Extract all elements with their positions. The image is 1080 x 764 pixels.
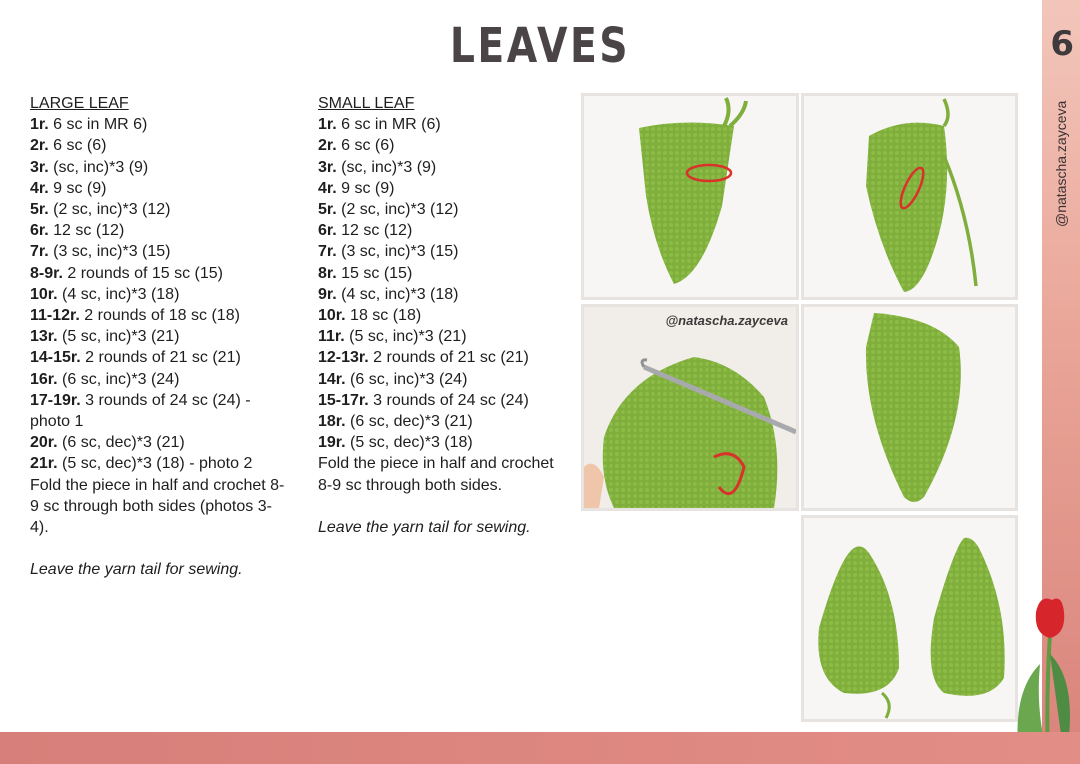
row-number: 16r. (30, 370, 58, 388)
small-leaf-fold-text: Fold the piece in half and crochet 8-9 sc through both sides. (318, 455, 554, 494)
pattern-row (30, 220, 285, 241)
large-leaf-note: Leave the yarn tail for sewing. (30, 561, 243, 579)
row-number: 6r. (30, 222, 49, 240)
row-instruction: (sc, inc)*3 (9) (48, 158, 149, 176)
row-instruction: 6 sc (6) (336, 137, 395, 155)
row-number: 5r. (318, 201, 337, 219)
row-instruction: 9 sc (9) (336, 179, 395, 197)
row-number: 3r. (318, 158, 337, 176)
row-number: 9r. (318, 285, 337, 303)
row-instruction: (6 sc, inc)*3 (24) (57, 370, 180, 388)
large-leaf-fold-text: Fold the piece in half and crochet 8-9 sc through both sides (photos 3-4). (30, 476, 285, 537)
row-number: 18r. (318, 413, 346, 431)
row-number: 6r. (318, 222, 337, 240)
row-instruction: (6 sc, dec)*3 (21) (57, 434, 185, 452)
author-handle: @natascha.zayceva (1053, 100, 1069, 228)
row-instruction: (6 sc, dec)*3 (21) (345, 413, 473, 431)
row-number: 5r. (30, 201, 49, 219)
row-number: 2r. (30, 137, 49, 155)
pattern-row (30, 390, 285, 432)
pattern-row (30, 199, 285, 220)
large-leaf-title: LARGE LEAF (30, 95, 129, 112)
row-number: 1r. (318, 116, 337, 134)
row-instruction: 12 sc (12) (336, 222, 413, 240)
row-instruction: (2 sc, inc)*3 (12) (336, 201, 459, 219)
row-instruction: (2 sc, inc)*3 (12) (48, 201, 171, 219)
row-number: 8-9r. (30, 264, 63, 282)
small-leaf-column (318, 93, 558, 538)
pattern-row (30, 135, 285, 156)
row-instruction: 18 sc (18) (345, 307, 422, 325)
row-instruction: 6 sc in MR 6) (48, 116, 148, 134)
pattern-row (318, 432, 558, 453)
pattern-row (318, 411, 558, 432)
row-instruction: 6 sc in MR (6) (336, 116, 441, 134)
row-instruction: 2 rounds of 21 sc (21) (80, 349, 241, 367)
photo-watermark: @natascha.zayceva (665, 313, 788, 328)
pattern-row (30, 263, 285, 284)
page-title: LEAVES (449, 18, 631, 74)
row-number: 1r. (30, 116, 49, 134)
row-number: 14-15r. (30, 349, 81, 367)
page-number: 6 (1050, 24, 1074, 64)
row-instruction: 2 rounds of 18 sc (18) (79, 307, 240, 325)
small-leaf-note: Leave the yarn tail for sewing. (318, 518, 531, 536)
pattern-row (318, 114, 558, 135)
row-instruction: 15 sc (15) (336, 264, 413, 282)
pattern-row (30, 432, 285, 453)
small-leaf-title: SMALL LEAF (318, 95, 415, 112)
pattern-row (318, 220, 558, 241)
pattern-row (30, 326, 285, 347)
row-instruction: (4 sc, inc)*3 (18) (336, 285, 459, 303)
photo-4-flat-leaf (801, 304, 1018, 511)
row-instruction: (3 sc, inc)*3 (15) (48, 243, 171, 261)
pattern-row (30, 284, 285, 305)
pattern-row (318, 326, 558, 347)
pattern-row (30, 157, 285, 178)
photo-5-finished-leaves (801, 515, 1018, 722)
row-number: 19r. (318, 434, 346, 452)
row-instruction: (3 sc, inc)*3 (15) (336, 243, 459, 261)
row-number: 17-19r. (30, 391, 81, 409)
row-number: 4r. (30, 179, 49, 197)
row-instruction: (5 sc, inc)*3 (21) (57, 328, 180, 346)
large-leaf-rows (30, 114, 285, 474)
pattern-row (30, 114, 285, 135)
row-instruction: 3 rounds of 24 sc (24) (368, 391, 529, 409)
row-number: 15-17r. (318, 391, 369, 409)
row-number: 10r. (30, 285, 58, 303)
pattern-row (30, 178, 285, 199)
row-number: 20r. (30, 434, 58, 452)
pattern-row (318, 284, 558, 305)
row-number: 11r. (318, 328, 345, 346)
pattern-row (30, 453, 285, 474)
pattern-row (318, 241, 558, 262)
row-instruction: 12 sc (12) (48, 222, 125, 240)
footer-band (0, 732, 1080, 764)
row-instruction: (4 sc, inc)*3 (18) (57, 285, 180, 303)
photo-1-open-cone (581, 93, 799, 300)
row-number: 2r. (318, 137, 337, 155)
photo-2-closed-cone (801, 93, 1018, 300)
row-number: 8r. (318, 264, 337, 282)
photo-3-crochet-hook (581, 304, 799, 511)
row-number: 14r. (318, 370, 346, 388)
row-number: 12-13r. (318, 349, 369, 367)
pattern-row (318, 369, 558, 390)
row-instruction: 6 sc (6) (48, 137, 107, 155)
row-instruction: (5 sc, dec)*3 (18) - photo 2 (57, 455, 253, 473)
row-number: 3r. (30, 158, 49, 176)
row-instruction: 9 sc (9) (48, 179, 107, 197)
row-instruction: (5 sc, inc)*3 (21) (344, 328, 467, 346)
pattern-row (30, 241, 285, 262)
row-instruction: (sc, inc)*3 (9) (336, 158, 437, 176)
row-number: 7r. (318, 243, 337, 261)
pattern-row (30, 305, 285, 326)
row-instruction: (6 sc, inc)*3 (24) (345, 370, 468, 388)
row-instruction: 3 rounds of 24 sc (24) - photo 1 (30, 391, 251, 431)
pattern-row (318, 305, 558, 326)
pattern-row (30, 369, 285, 390)
pattern-row (318, 135, 558, 156)
pattern-row (318, 263, 558, 284)
small-leaf-rows (318, 114, 558, 453)
pattern-row (318, 390, 558, 411)
row-number: 4r. (318, 179, 337, 197)
pattern-row (318, 347, 558, 368)
pattern-row (318, 199, 558, 220)
row-number: 21r. (30, 455, 58, 473)
pattern-row (30, 347, 285, 368)
row-number: 13r. (30, 328, 58, 346)
pattern-row (318, 178, 558, 199)
row-number: 7r. (30, 243, 49, 261)
row-number: 11-12r. (30, 307, 80, 325)
row-instruction: (5 sc, dec)*3 (18) (345, 434, 473, 452)
pattern-row (318, 157, 558, 178)
row-number: 10r. (318, 307, 346, 325)
large-leaf-column (30, 93, 285, 580)
row-instruction: 2 rounds of 21 sc (21) (368, 349, 529, 367)
row-instruction: 2 rounds of 15 sc (15) (62, 264, 224, 282)
